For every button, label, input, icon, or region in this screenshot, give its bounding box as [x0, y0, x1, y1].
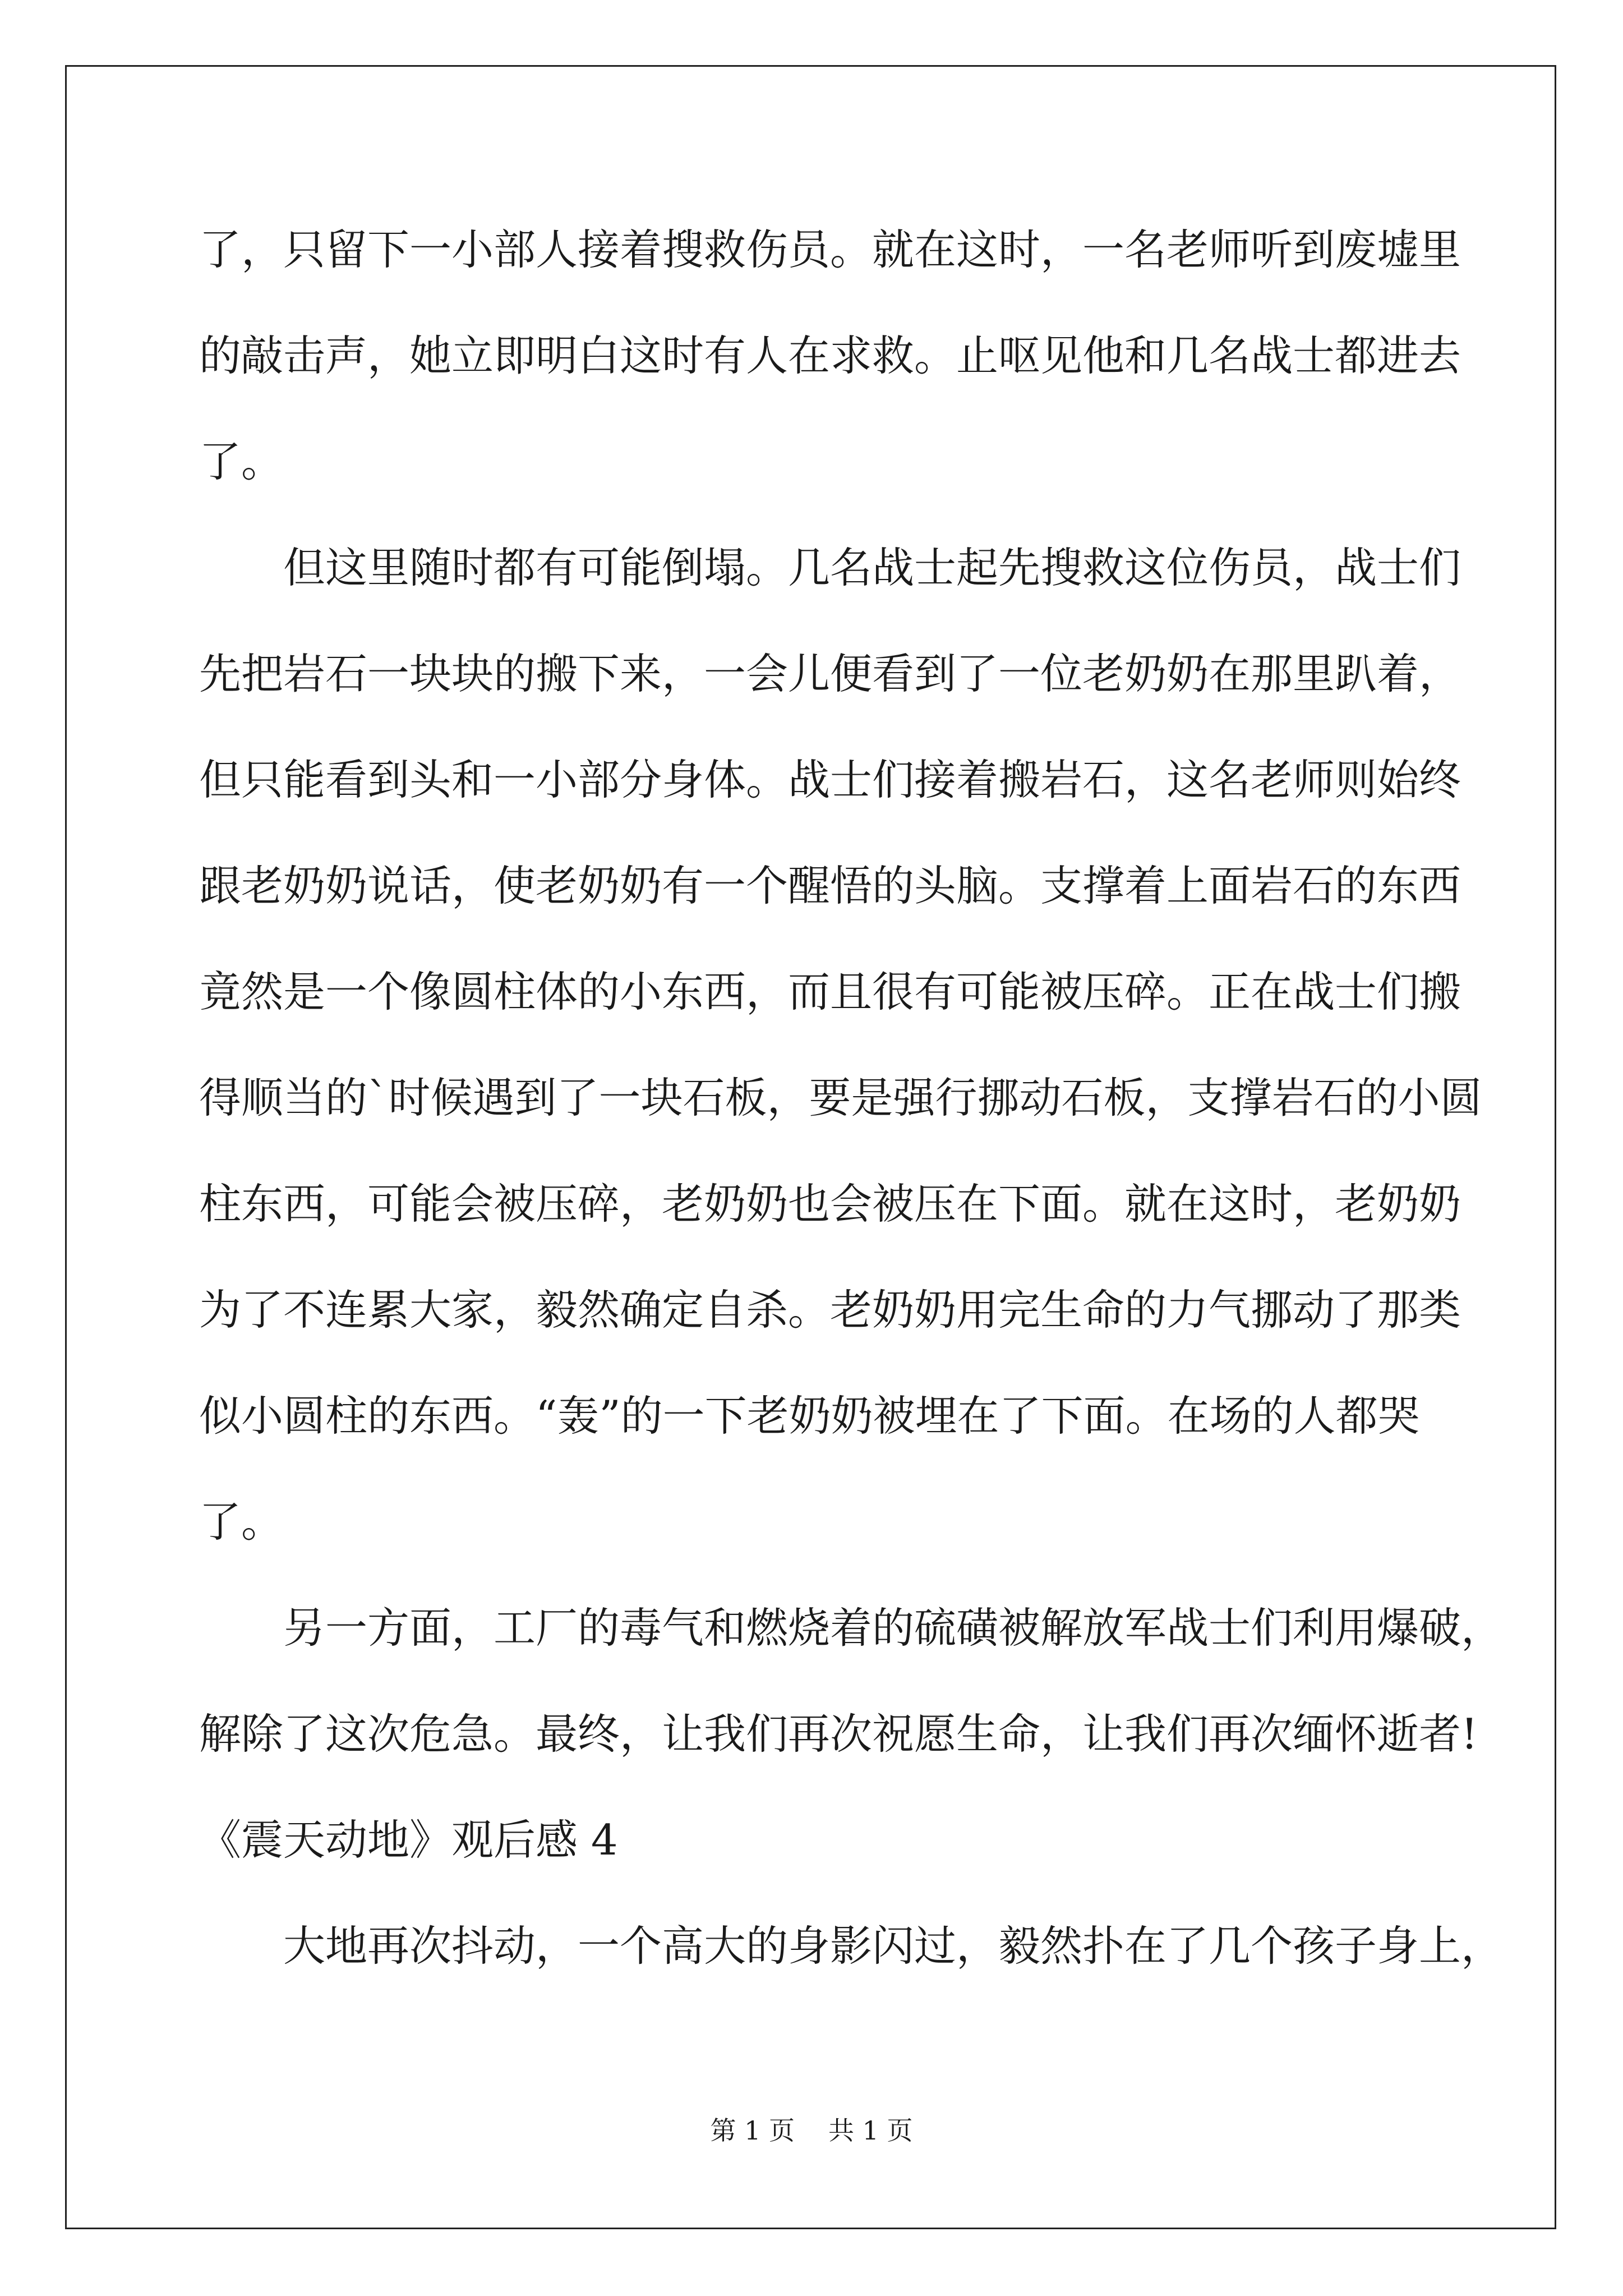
text-line: 了，只留下一小部人接着搜救伤员。就在这时，一名老师听到废墟里 — [199, 225, 1461, 274]
text-line: 柱东西，可能会被压碎，老奶奶也会被压在下面。就在这时，老奶奶 — [199, 1179, 1461, 1228]
page-number: 第 1 页 — [710, 2115, 795, 2146]
paragraph-start-line: 大地再次抖动，一个高大的身影闪过，毅然扑在了几个孩子身上， — [283, 1921, 1504, 1971]
text-line: 跟老奶奶说话，使老奶奶有一个醒悟的头脑。支撑着上面岩石的东西 — [199, 861, 1461, 910]
text-line: 的敲击声，她立即明白这时有人在求救。止呕见他和几名战士都进去 — [199, 331, 1461, 380]
paragraph-start-line: 另一方面，工厂的毒气和燃烧着的硫磺被解放军战士们利用爆破， — [283, 1603, 1504, 1653]
text-line: 解除了这次危急。最终，让我们再次祝愿生命，让我们再次缅怀逝者! — [199, 1709, 1478, 1759]
text-line: 先把岩石一块块的搬下来，一会儿便看到了一位老奶奶在那里趴着， — [199, 649, 1461, 698]
text-line: 得顺当的`时候遇到了一块石板，要是强行挪动石板，支撑岩石的小圆 — [199, 1073, 1482, 1122]
text-line: 为了不连累大家，毅然确定自杀。老奶奶用完生命的力气挪动了那类 — [199, 1285, 1461, 1335]
page-total: 共 1 页 — [828, 2115, 913, 2146]
section-heading: 《震天动地》观后感 4 — [199, 1815, 618, 1865]
text-line: 了。 — [199, 1497, 284, 1547]
text-line: 竟然是一个像圆柱体的小东西，而且很有可能被压碎。正在战士们搬 — [199, 967, 1461, 1016]
text-line: 但只能看到头和一小部分身体。战士们接着搬岩石，这名老师则始终 — [199, 755, 1461, 804]
page-footer — [0, 2114, 1623, 2147]
text-line: 似小圆柱的东西。“轰”的一下老奶奶被埋在了下面。在场的人都哭 — [199, 1391, 1420, 1441]
paragraph-start-line: 但这里随时都有可能倒塌。几名战士起先搜救这位伤员，战士们 — [283, 543, 1461, 592]
document-body — [199, 208, 1504, 2010]
text-line: 了。 — [199, 437, 284, 486]
